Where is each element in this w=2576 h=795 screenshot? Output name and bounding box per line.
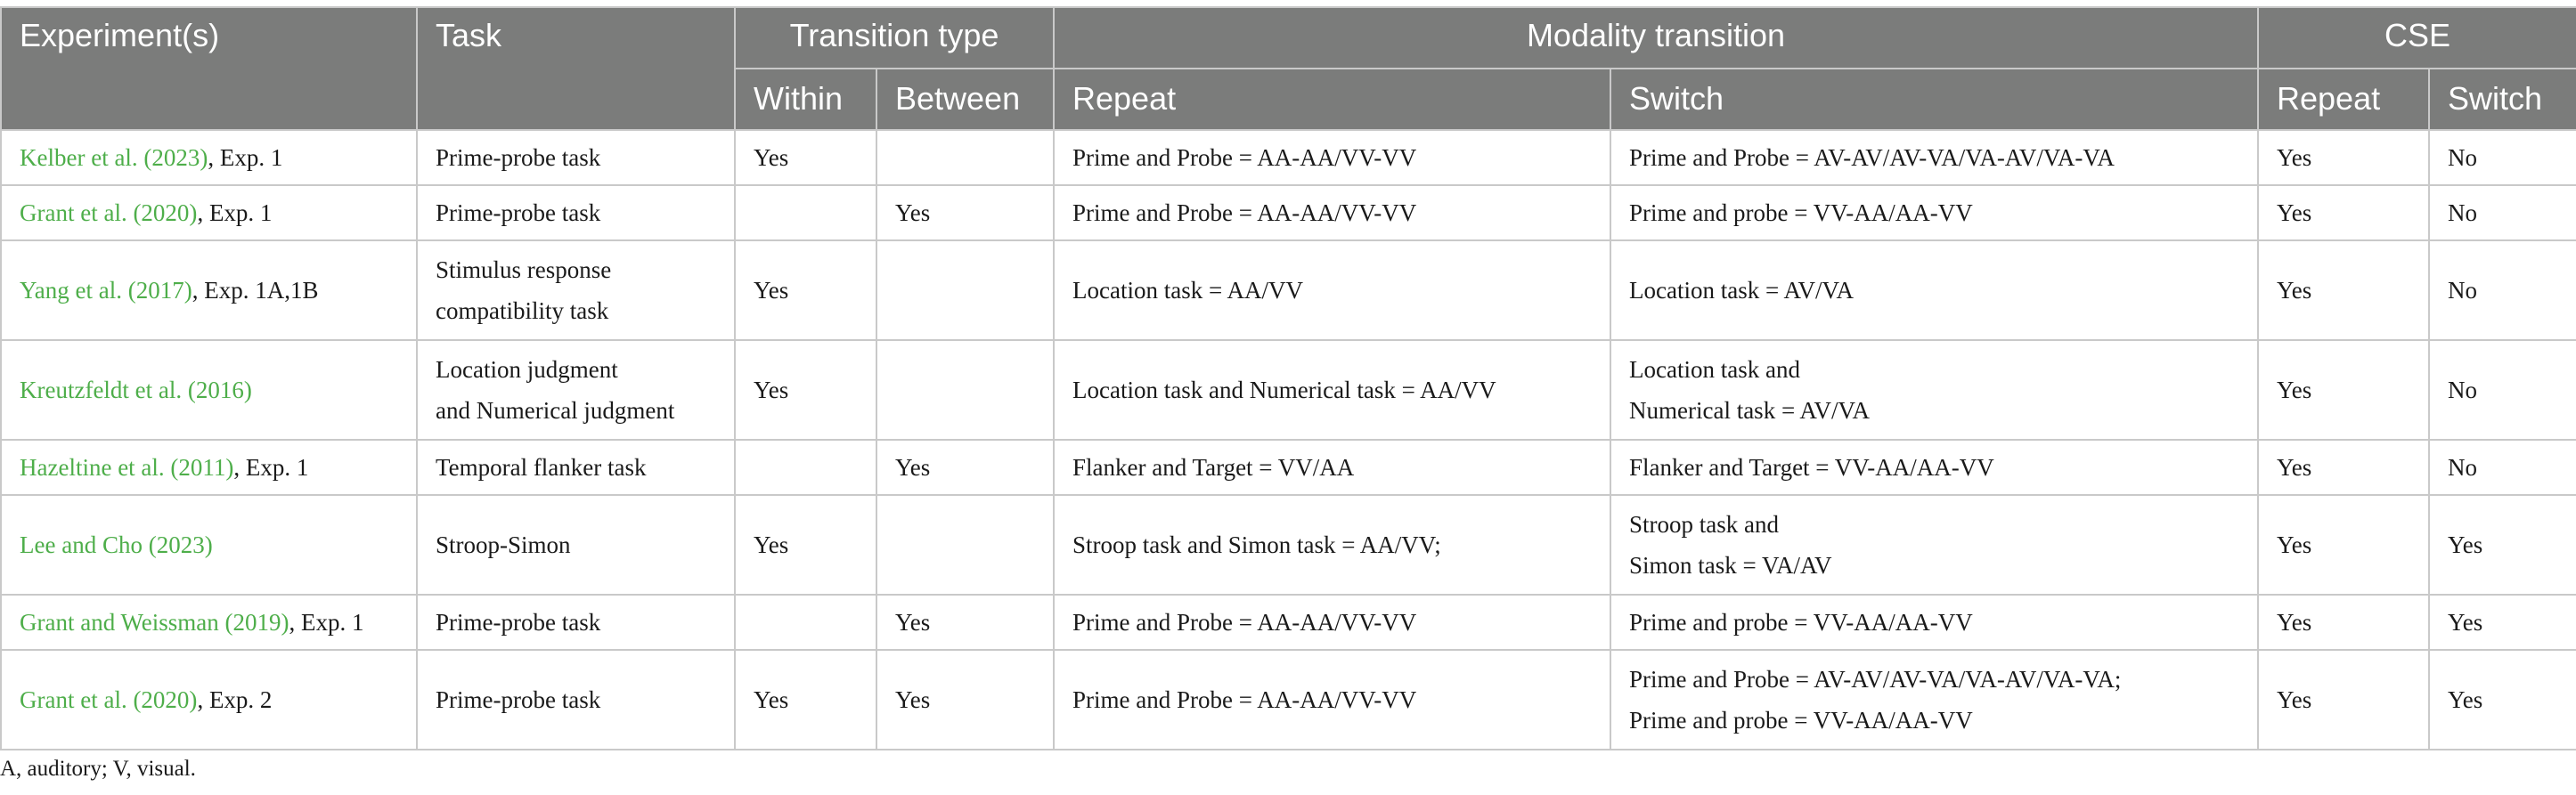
header-task: Task bbox=[417, 7, 735, 130]
within-cell bbox=[735, 440, 876, 495]
header-repeat: Repeat bbox=[1054, 69, 1610, 130]
task-cell bbox=[417, 595, 735, 650]
citation-link[interactable]: Hazeltine et al. (2011) bbox=[20, 454, 234, 481]
within-cell: Yes bbox=[735, 240, 876, 340]
repeat-cell bbox=[1054, 340, 1610, 440]
repeat-line: Location task and Numerical task = AA/VV bbox=[1072, 377, 1496, 403]
switch-line: Flanker and Target = VV-AA/AA-VV bbox=[1629, 454, 1994, 481]
cse-switch-cell: No bbox=[2429, 185, 2576, 240]
between-cell: Yes bbox=[876, 595, 1054, 650]
switch-line: Numerical task = AV/VA bbox=[1629, 397, 1870, 424]
experiment-cell bbox=[1, 495, 417, 595]
switch-cell bbox=[1610, 495, 2258, 595]
switch-line: Prime and probe = VV-AA/AA-VV bbox=[1629, 199, 1973, 226]
between-cell bbox=[876, 240, 1054, 340]
header-cse-repeat: Repeat bbox=[2258, 69, 2429, 130]
citation-link[interactable]: Grant and Weissman (2019) bbox=[20, 609, 289, 636]
cse-repeat-cell: Yes bbox=[2258, 495, 2429, 595]
switch-cell bbox=[1610, 595, 2258, 650]
between-cell bbox=[876, 130, 1054, 185]
header-transition-type: Transition type bbox=[735, 7, 1054, 69]
repeat-cell bbox=[1054, 650, 1610, 750]
repeat-line: Flanker and Target = VV/AA bbox=[1072, 454, 1355, 481]
citation-link[interactable]: Grant et al. (2020) bbox=[20, 199, 198, 226]
header-within: Within bbox=[735, 69, 876, 130]
within-cell bbox=[735, 595, 876, 650]
experiment-number: , Exp. 1 bbox=[208, 144, 283, 171]
task-line: Prime-probe task bbox=[436, 609, 601, 636]
header-cse: CSE bbox=[2258, 7, 2576, 69]
switch-line: Simon task = VA/AV bbox=[1629, 552, 1832, 579]
cse-switch-cell: Yes bbox=[2429, 495, 2576, 595]
citation-link[interactable]: Kreutzfeldt et al. (2016) bbox=[20, 377, 252, 403]
task-cell bbox=[417, 440, 735, 495]
task-cell bbox=[417, 340, 735, 440]
within-cell: Yes bbox=[735, 130, 876, 185]
table-row bbox=[1, 340, 2576, 440]
experiment-cell bbox=[1, 130, 417, 185]
task-line: and Numerical judgment bbox=[436, 397, 675, 424]
switch-line: Prime and Probe = AV-AV/AV-VA/VA-AV/VA-VA bbox=[1629, 144, 2115, 171]
task-cell bbox=[417, 495, 735, 595]
header-switch: Switch bbox=[1610, 69, 2258, 130]
switch-line: Stroop task and bbox=[1629, 511, 1779, 538]
header-modality-transition: Modality transition bbox=[1054, 7, 2258, 69]
cse-switch-cell: Yes bbox=[2429, 595, 2576, 650]
between-cell bbox=[876, 495, 1054, 595]
experiment-cell bbox=[1, 440, 417, 495]
table-row bbox=[1, 595, 2576, 650]
table-row bbox=[1, 495, 2576, 595]
within-cell: Yes bbox=[735, 340, 876, 440]
between-cell bbox=[876, 340, 1054, 440]
repeat-line: Stroop task and Simon task = AA/VV; bbox=[1072, 531, 1441, 558]
within-cell bbox=[735, 185, 876, 240]
switch-line: Prime and probe = VV-AA/AA-VV bbox=[1629, 609, 1973, 636]
switch-cell bbox=[1610, 185, 2258, 240]
experiment-number: , Exp. 2 bbox=[197, 686, 273, 713]
between-cell: Yes bbox=[876, 185, 1054, 240]
repeat-cell bbox=[1054, 185, 1610, 240]
cse-switch-cell: No bbox=[2429, 440, 2576, 495]
citation-link[interactable]: Lee and Cho (2023) bbox=[20, 531, 213, 558]
between-cell: Yes bbox=[876, 440, 1054, 495]
cse-repeat-cell: Yes bbox=[2258, 595, 2429, 650]
experiment-number: , Exp. 1 bbox=[233, 454, 309, 481]
switch-cell bbox=[1610, 650, 2258, 750]
repeat-line: Prime and Probe = AA-AA/VV-VV bbox=[1072, 686, 1417, 713]
switch-cell bbox=[1610, 240, 2258, 340]
task-line: Stroop-Simon bbox=[436, 531, 571, 558]
switch-cell bbox=[1610, 340, 2258, 440]
cse-switch-cell: No bbox=[2429, 240, 2576, 340]
repeat-cell bbox=[1054, 595, 1610, 650]
citation-link[interactable]: Kelber et al. (2023) bbox=[20, 144, 208, 171]
experiment-cell bbox=[1, 595, 417, 650]
table-row bbox=[1, 130, 2576, 185]
switch-line: Prime and Probe = AV-AV/AV-VA/VA-AV/VA-VA; bbox=[1629, 666, 2122, 693]
repeat-cell bbox=[1054, 495, 1610, 595]
within-cell: Yes bbox=[735, 495, 876, 595]
cse-switch-cell: No bbox=[2429, 340, 2576, 440]
repeat-line: Location task = AA/VV bbox=[1072, 277, 1303, 304]
experiment-cell bbox=[1, 340, 417, 440]
citation-link[interactable]: Grant et al. (2020) bbox=[20, 686, 198, 713]
task-line: compatibility task bbox=[436, 297, 609, 324]
results-table bbox=[0, 6, 2576, 750]
experiment-number: , Exp. 1 bbox=[197, 199, 273, 226]
cse-repeat-cell: Yes bbox=[2258, 130, 2429, 185]
header-between: Between bbox=[876, 69, 1054, 130]
repeat-line: Prime and Probe = AA-AA/VV-VV bbox=[1072, 609, 1417, 636]
task-line: Location judgment bbox=[436, 356, 618, 383]
experiment-cell bbox=[1, 240, 417, 340]
experiment-number: , Exp. 1A,1B bbox=[192, 277, 319, 304]
task-cell bbox=[417, 650, 735, 750]
task-cell bbox=[417, 130, 735, 185]
task-line: Stimulus response bbox=[436, 256, 612, 283]
table-row bbox=[1, 650, 2576, 750]
switch-line: Prime and probe = VV-AA/AA-VV bbox=[1629, 707, 1973, 734]
citation-link[interactable]: Yang et al. (2017) bbox=[20, 277, 192, 304]
header-cse-switch: Switch bbox=[2429, 69, 2576, 130]
table-row bbox=[1, 185, 2576, 240]
repeat-line: Prime and Probe = AA-AA/VV-VV bbox=[1072, 144, 1417, 171]
repeat-cell bbox=[1054, 440, 1610, 495]
cse-repeat-cell: Yes bbox=[2258, 440, 2429, 495]
cse-switch-cell: Yes bbox=[2429, 650, 2576, 750]
cse-repeat-cell: Yes bbox=[2258, 340, 2429, 440]
repeat-cell bbox=[1054, 130, 1610, 185]
between-cell: Yes bbox=[876, 650, 1054, 750]
experiment-number: , Exp. 1 bbox=[289, 609, 364, 636]
cse-repeat-cell: Yes bbox=[2258, 185, 2429, 240]
cse-repeat-cell: Yes bbox=[2258, 240, 2429, 340]
within-cell: Yes bbox=[735, 650, 876, 750]
task-line: Prime-probe task bbox=[436, 144, 601, 171]
experiment-cell bbox=[1, 185, 417, 240]
task-cell bbox=[417, 240, 735, 340]
task-line: Temporal flanker task bbox=[436, 454, 647, 481]
cse-switch-cell: No bbox=[2429, 130, 2576, 185]
table-row bbox=[1, 240, 2576, 340]
repeat-line: Prime and Probe = AA-AA/VV-VV bbox=[1072, 199, 1417, 226]
task-cell bbox=[417, 185, 735, 240]
switch-cell bbox=[1610, 130, 2258, 185]
switch-cell bbox=[1610, 440, 2258, 495]
task-line: Prime-probe task bbox=[436, 199, 601, 226]
cse-repeat-cell: Yes bbox=[2258, 650, 2429, 750]
repeat-cell bbox=[1054, 240, 1610, 340]
table-row bbox=[1, 440, 2576, 495]
experiment-cell bbox=[1, 650, 417, 750]
switch-line: Location task and bbox=[1629, 356, 1800, 383]
table-footnote: A, auditory; V, visual. bbox=[0, 757, 196, 781]
switch-line: Location task = AV/VA bbox=[1629, 277, 1854, 304]
task-line: Prime-probe task bbox=[436, 686, 601, 713]
header-experiments: Experiment(s) bbox=[1, 7, 417, 130]
